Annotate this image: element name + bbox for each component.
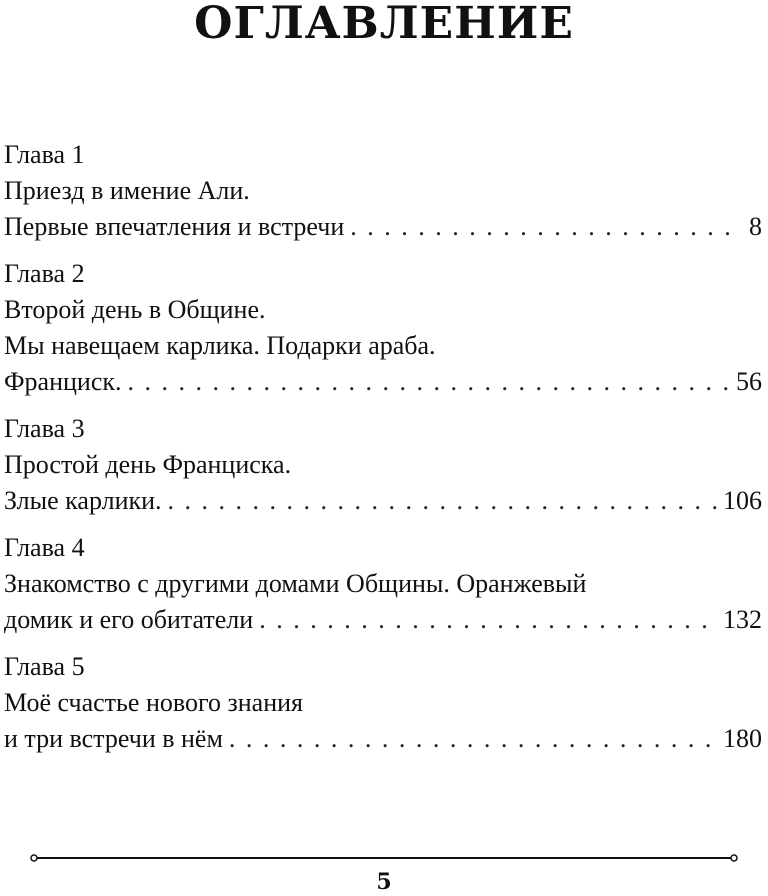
toc-entry-chapter-3[interactable] — [4, 411, 762, 519]
chapter-heading: Глава 5 — [4, 652, 85, 681]
chapter-title-line: Знакомство с другими домами Общины. Оранжевый — [4, 569, 587, 598]
chapter-title-last-line — [4, 364, 762, 400]
chapter-title-text: Первые впечатления и встречи — [4, 212, 345, 241]
dot-leader — [128, 364, 731, 400]
chapter-title-line: Второй день в Общине. — [4, 295, 266, 324]
chapter-title-text: и три встречи в нём — [4, 724, 223, 753]
page-number: 106 — [723, 486, 762, 515]
toc-entry-chapter-2[interactable] — [4, 256, 762, 400]
chapter-title-last-line — [4, 602, 762, 638]
page-number: 8 — [749, 212, 762, 241]
dot-leader — [168, 483, 717, 519]
footer-ornament-rule — [30, 853, 738, 863]
chapter-title-line: Моё счастье нового знания — [4, 688, 303, 717]
dot-leader — [259, 602, 717, 638]
dot-leader — [350, 209, 743, 245]
chapter-title-line: Простой день Франциска. — [4, 450, 292, 479]
toc-entry-chapter-5[interactable] — [4, 649, 762, 757]
table-of-contents — [4, 137, 762, 768]
dot-leader — [229, 721, 717, 757]
page-number: 132 — [723, 605, 762, 634]
page-number: 180 — [723, 724, 762, 753]
toc-entry-chapter-4[interactable] — [4, 530, 762, 638]
chapter-title-text: Злые карлики. — [4, 486, 162, 515]
chapter-title-line: Приезд в имение Али. — [4, 176, 250, 205]
page-folio-number: 5 — [376, 869, 392, 895]
chapter-title-last-line — [4, 483, 762, 519]
chapter-title-last-line — [4, 721, 762, 757]
chapter-title-text: Франциск. — [4, 367, 122, 396]
page-number: 56 — [736, 367, 762, 396]
chapter-heading: Глава 2 — [4, 259, 85, 288]
chapter-heading: Глава 3 — [4, 414, 85, 443]
chapter-heading: Глава 4 — [4, 533, 85, 562]
chapter-title-last-line — [4, 209, 762, 245]
chapter-title-text: домик и его обитатели — [4, 605, 254, 634]
page-title: ОГЛАВЛЕНИЕ — [194, 0, 574, 49]
rule-end-right — [731, 855, 737, 861]
chapter-heading: Глава 1 — [4, 140, 85, 169]
rule-end-left — [31, 855, 37, 861]
chapter-title-line: Мы навещаем карлика. Подарки араба. — [4, 331, 436, 360]
toc-entry-chapter-1[interactable] — [4, 137, 762, 245]
